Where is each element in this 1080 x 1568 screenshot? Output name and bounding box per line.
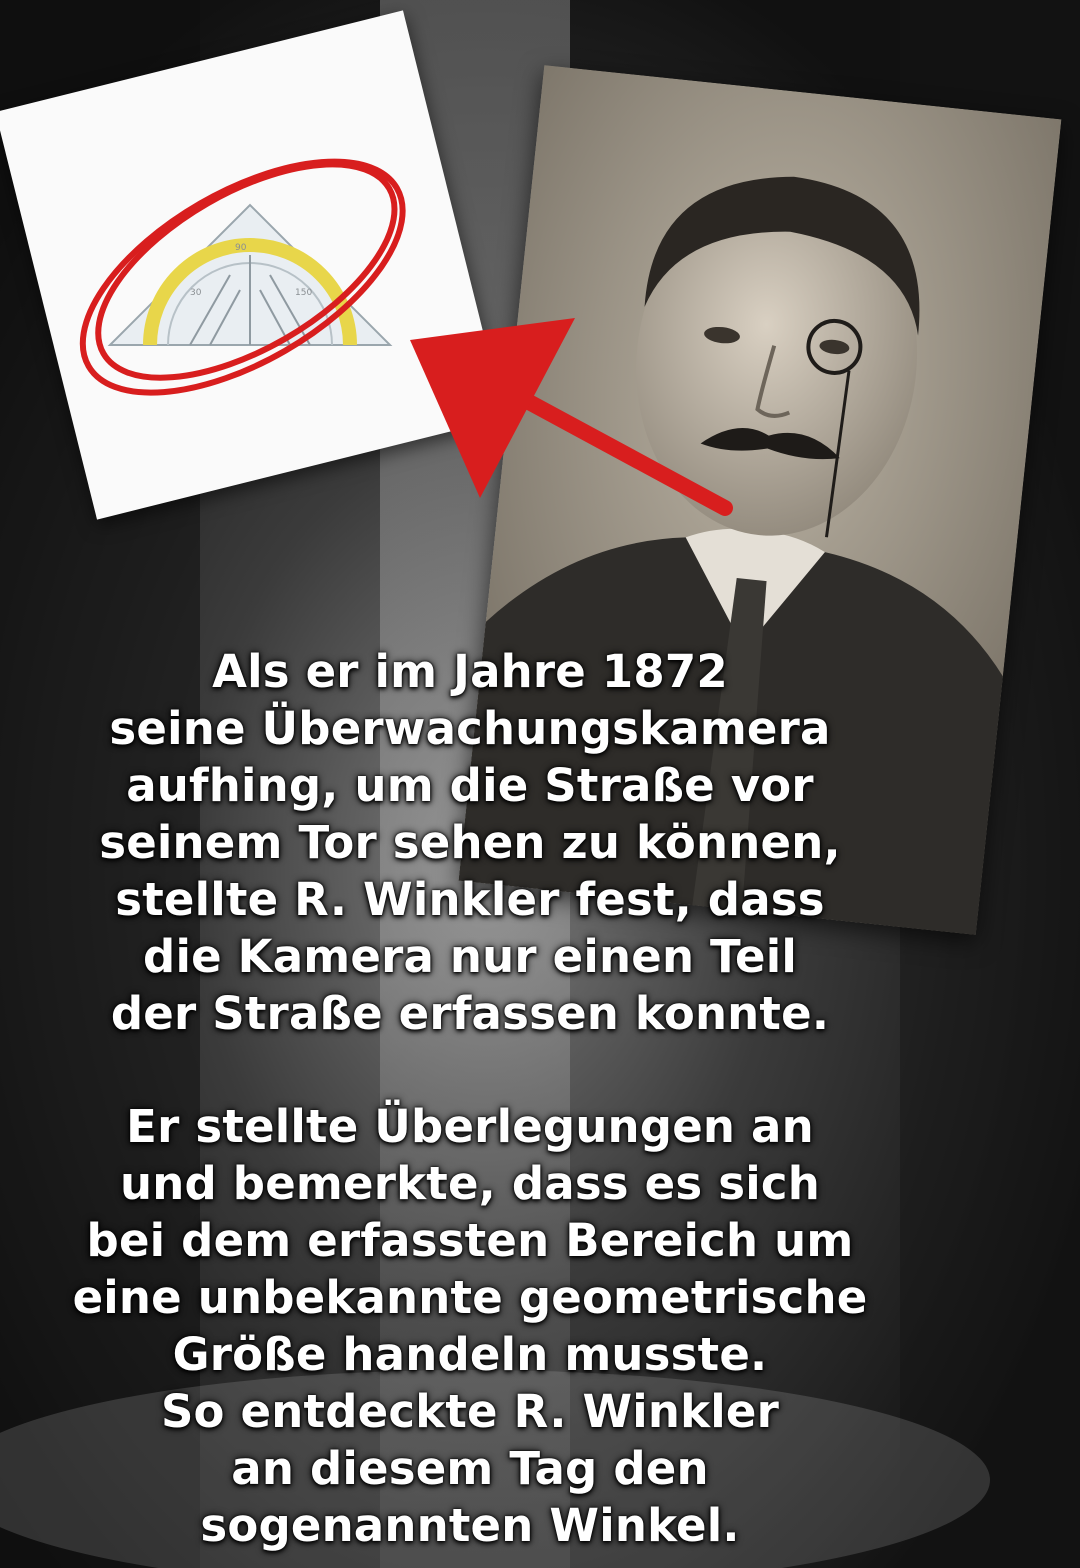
caption-line: bei dem erfassten Bereich um (86, 1214, 854, 1267)
caption-line: sogenannten Winkel. (200, 1499, 740, 1552)
caption-line: der Straße erfassen konnte. (110, 987, 830, 1040)
caption-line: So entdeckte R. Winkler (160, 1385, 780, 1438)
svg-text:90: 90 (235, 242, 247, 253)
caption-line: an diesem Tag den (231, 1442, 709, 1495)
caption-line: und bemerkte, dass es sich (120, 1157, 820, 1210)
caption-line: seine Überwachungskamera (109, 702, 831, 755)
caption-line: Er stellte Überlegungen an (126, 1100, 814, 1153)
caption-line: Als er im Jahre 1872 (212, 645, 728, 698)
caption-paragraph-2 (60, 1098, 880, 1554)
caption-line: Größe handeln musste. (172, 1328, 768, 1381)
caption-line: seinem Tor sehen zu können, (99, 816, 841, 869)
caption-line: eine unbekannte geometrische (72, 1271, 868, 1324)
caption-paragraph-1 (60, 643, 880, 1042)
caption-line: die Kamera nur einen Teil (143, 930, 797, 983)
svg-text:30: 30 (190, 288, 202, 298)
svg-text:150: 150 (295, 288, 313, 298)
caption-line: stellte R. Winkler fest, dass (115, 873, 825, 926)
caption-line: aufhing, um die Straße vor (126, 759, 814, 812)
